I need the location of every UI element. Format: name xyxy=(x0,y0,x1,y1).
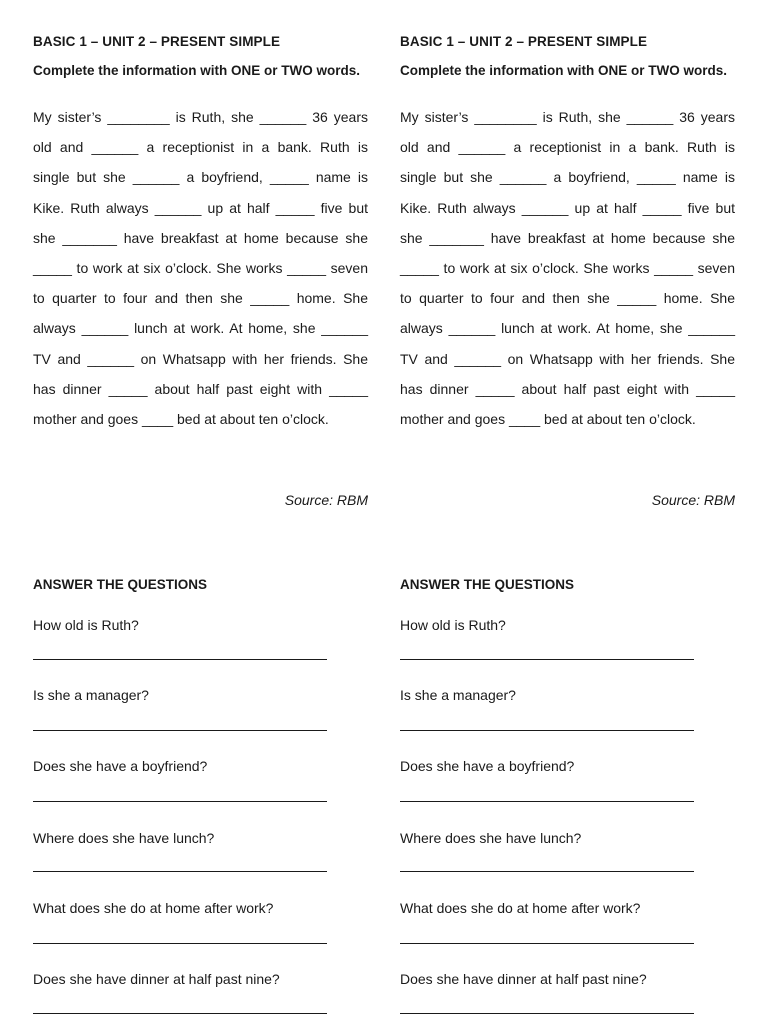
source-citation: Source: RBM xyxy=(284,492,368,508)
questions-heading: ANSWER THE QUESTIONS xyxy=(400,577,575,592)
question: Does she have dinner at half past nine? xyxy=(33,971,280,987)
question: Is she a manager? xyxy=(33,687,149,703)
worksheet-title: BASIC 1 – UNIT 2 – PRESENT SIMPLE xyxy=(400,34,648,49)
answer-line[interactable] xyxy=(33,943,327,944)
answer-line[interactable] xyxy=(400,659,694,660)
question: Does she have dinner at half past nine? xyxy=(400,971,647,987)
answer-line[interactable] xyxy=(400,801,694,802)
instruction: Complete the information with ONE or TWO words. xyxy=(400,63,727,78)
question: Is she a manager? xyxy=(400,687,516,703)
source-citation: Source: RBM xyxy=(651,492,735,508)
answer-line[interactable] xyxy=(33,659,327,660)
answer-line[interactable] xyxy=(400,730,694,731)
answer-line[interactable] xyxy=(33,1013,327,1014)
question: What does she do at home after work? xyxy=(400,900,641,916)
question: Does she have a boyfriend? xyxy=(33,758,208,774)
answer-line[interactable] xyxy=(400,1013,694,1014)
passage: My sister’s ________ is Ruth, she ______ 36 years old and ______ a receptionist in a bank. Ruth is single but she ______ a boyfriend, _____ name is Kike. Ruth always ______ up at half _____ five but she _______ have breakfast at home because she _____ to work at six o’clock. She works _____ seven to quarter to four and then she _____ home. She always ______ lunch at work. At home, she ______ TV and ______ on Whatsapp with her friends. She has dinner _____ about half past eight with _____ mother and goes ____ bed at about ten o’clock. xyxy=(400,109,735,428)
question: Where does she have lunch? xyxy=(400,830,582,846)
instruction: Complete the information with ONE or TWO words. xyxy=(33,63,360,78)
passage: My sister’s ________ is Ruth, she ______ 36 years old and ______ a receptionist in a bank. Ruth is single but she ______ a boyfriend, _____ name is Kike. Ruth always ______ up at half _____ five but she _______ have breakfast at home because she _____ to work at six o’clock. She works _____ seven to quarter to four and then she _____ home. She always ______ lunch at work. At home, she ______ TV and ______ on Whatsapp with her friends. She has dinner _____ about half past eight with _____ mother and goes ____ bed at about ten o’clock. xyxy=(33,109,368,428)
answer-line[interactable] xyxy=(33,730,327,731)
answer-line[interactable] xyxy=(33,871,327,872)
answer-line[interactable] xyxy=(400,871,694,872)
question: How old is Ruth? xyxy=(33,617,139,633)
questions-heading: ANSWER THE QUESTIONS xyxy=(33,577,208,592)
answer-line[interactable] xyxy=(33,801,327,802)
question: Where does she have lunch? xyxy=(33,830,215,846)
worksheet-title: BASIC 1 – UNIT 2 – PRESENT SIMPLE xyxy=(33,34,281,49)
question: How old is Ruth? xyxy=(400,617,506,633)
question: What does she do at home after work? xyxy=(33,900,274,916)
answer-line[interactable] xyxy=(400,943,694,944)
question: Does she have a boyfriend? xyxy=(400,758,575,774)
